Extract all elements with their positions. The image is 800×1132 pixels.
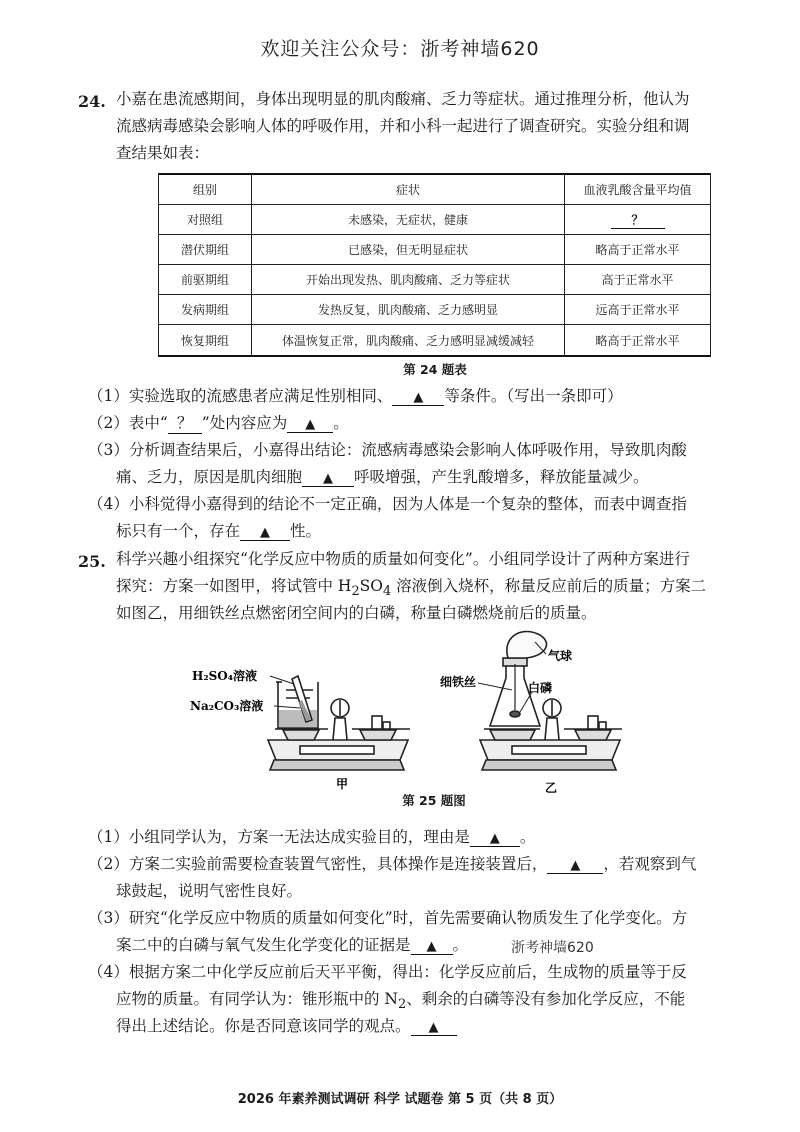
q25-sub4-line3 [116, 1014, 457, 1036]
q24-sub4-text: 性。 [290, 522, 322, 540]
table-cell [565, 205, 711, 235]
q25-sub3-line1: （3）研究“化学反应中物质的质量如何变化”时，首先需要确认物质发生了化学变化。方 [88, 909, 688, 927]
answer-blank [547, 855, 603, 874]
q25-stem-text: 溶液倒入烧杯，称量反应前后的质量；方案二 [391, 577, 707, 595]
table-cell: 开始出现发热、肌肉酸痛、乏力等症状 [252, 265, 565, 295]
label-h2so4: H₂SO₄溶液 [192, 669, 257, 683]
table-header-row [159, 174, 711, 205]
table-cell: 略高于正常水平 [565, 235, 711, 265]
q24-stem-line3: 查结果如表： [116, 144, 210, 162]
table-cell: 远高于正常水平 [565, 295, 711, 325]
page-footer: 2026 年素养测试调研 科学 试题卷 第 5 页（共 8 页） [237, 1092, 563, 1107]
balance-jia-icon [268, 676, 410, 770]
q24-sub2-text: （2）表中“ [88, 414, 168, 432]
table-row [159, 205, 711, 235]
q25-sub4-text: 应物的质量。有同学认为：锥形瓶中的 N [116, 990, 398, 1008]
q25-sub4-text: 、剩余的白磷等没有参加化学反应，不能 [406, 990, 686, 1008]
q24-stem-line2: 流感病毒感染会影响人体的呼吸作用，并和小科一起进行了调查研究。实验分组和调 [116, 117, 690, 135]
q25-figure [190, 628, 640, 810]
table-cell: 前驱期组 [159, 265, 252, 295]
q25-sub3-text: 案二中的白磷与氧气发生化学变化的证据是 [116, 936, 411, 954]
q25-sub1-text: （1）小组同学认为，方案一无法达成实验目的，理由是 [88, 828, 470, 846]
q24-sub3-text: 呼吸增强，产生乳酸增多，释放能量减少。 [354, 468, 649, 486]
q25-sub2-line2: 球鼓起，说明气密性良好。 [116, 882, 303, 900]
q25-stem-text: SO [359, 577, 383, 595]
q25-sub2-line1 [88, 852, 696, 874]
triangle-mark-icon: ▲ [260, 525, 271, 540]
triangle-mark-icon: ▲ [489, 831, 500, 846]
table-header-cell: 血液乳酸含量平均值 [565, 174, 711, 205]
table-cell: 体温恢复正常，肌肉酸痛、乏力感明显减缓减轻 [252, 325, 565, 357]
page-header: 欢迎关注公众号：浙考神墙620 [260, 38, 540, 60]
q24-sub4-line2 [116, 519, 321, 541]
q25-sub2-text: ，若观察到气 [603, 855, 697, 873]
answer-blank [392, 387, 444, 406]
table-cell: 潜伏期组 [159, 235, 252, 265]
answer-blank [470, 828, 520, 847]
label-na2co3: Na₂CO₃溶液 [190, 699, 264, 713]
q25-sub4-line2 [116, 987, 685, 1012]
table-cell: 对照组 [159, 205, 252, 235]
triangle-mark-icon: ▲ [305, 417, 316, 432]
answer-blank [411, 936, 453, 955]
table-cell: 恢复期组 [159, 325, 252, 357]
answer-blank [411, 1017, 457, 1036]
watermark-text: 浙考神墙620 [511, 940, 594, 956]
q24-sub1-text: （1）实验选取的流感患者应满足性别相同、 [88, 387, 393, 405]
label-balloon: 气球 [548, 649, 573, 663]
subscript: 2 [398, 997, 407, 1013]
q25-sub2-text: （2）方案二实验前需要检查装置气密性，具体操作是连接装置后， [88, 855, 548, 873]
q24-sub4-line1: （4）小科觉得小嘉得到的结论不一定正确，因为人体是一个复杂的整体，而表中调查指 [88, 495, 687, 513]
table-cell: 未感染，无症状，健康 [252, 205, 565, 235]
triangle-mark-icon: ▲ [428, 1020, 439, 1035]
table-row [159, 295, 711, 325]
table-cell: 已感染，但无明显症状 [252, 235, 565, 265]
table-header-cell: 组别 [159, 174, 252, 205]
q24-sub2-text: 。 [333, 414, 349, 432]
q25-stem-text: 探究：方案一如图甲，将试管中 H [116, 577, 352, 595]
q24-sub1-text: 等条件。（写出一条即可） [444, 387, 623, 405]
triangle-mark-icon: ▲ [323, 471, 334, 486]
q25-stem-line3: 如图乙，用细铁丝点燃密闭空间内的白磷，称量白磷燃烧前后的质量。 [116, 604, 597, 622]
triangle-mark-icon: ▲ [570, 858, 581, 873]
table-row [159, 325, 711, 357]
question-24-number: 24. [78, 92, 106, 111]
label-yi: 乙 [545, 781, 558, 795]
table-row [159, 265, 711, 295]
q24-stem-line1: 小嘉在患流感期间，身体出现明显的肌肉酸痛、乏力等症状。通过推理分析，他认为 [116, 90, 690, 108]
table-blank-cell: ？ [611, 211, 665, 229]
q25-sub1-text: 。 [519, 828, 536, 846]
q25-sub3-text: 。 [452, 936, 469, 954]
subscript: 4 [383, 584, 392, 600]
q24-sub3-line2 [116, 465, 649, 487]
label-iron-wire: 细铁丝 [440, 675, 477, 689]
table-cell: 略高于正常水平 [565, 325, 711, 357]
table-row [159, 235, 711, 265]
table-cell: 发病期组 [159, 295, 252, 325]
table-header-cell: 症状 [252, 174, 565, 205]
table-caption: 第 24 题表 [403, 362, 467, 377]
table-cell: 高于正常水平 [565, 265, 711, 295]
q24-table [158, 173, 711, 357]
answer-blank: ？ [168, 411, 202, 434]
q25-sub1 [88, 825, 535, 847]
answer-blank [302, 468, 354, 487]
q24-sub2-text: ”处内容应为 [201, 414, 288, 432]
figure-caption: 第 25 题图 [402, 793, 466, 808]
q24-sub3-text: 痛、乏力，原因是肌肉细胞 [116, 468, 303, 486]
q24-sub3-line1: （3）分析调查结果后，小嘉得出结论：流感病毒感染会影响人体呼吸作用，导致肌肉酸 [88, 441, 687, 459]
subscript: 2 [351, 584, 360, 600]
q25-stem-line1: 科学兴趣小组探究“化学反应中物质的质量如何变化”。小组同学设计了两种方案进行 [116, 550, 690, 568]
q25-sub3-line2 [116, 933, 468, 955]
q24-sub2 [88, 411, 349, 434]
table-cell: 发热反复，肌肉酸痛、乏力感明显 [252, 295, 565, 325]
answer-blank [240, 522, 290, 541]
answer-blank [287, 414, 333, 433]
label-jia: 甲 [336, 777, 349, 791]
question-25-number: 25. [78, 552, 106, 571]
triangle-mark-icon: ▲ [413, 390, 424, 405]
q25-sub4-line1: （4）根据方案二中化学反应前后天平平衡，得出：化学反应前后，生成物的质量等于反 [88, 963, 687, 981]
q24-sub1 [88, 384, 623, 406]
q25-sub4-text: 得出上述结论。你是否同意该同学的观点。 [116, 1017, 411, 1035]
label-white-phosphorus: 白磷 [528, 681, 553, 695]
q24-sub4-text: 标只有一个，存在 [116, 522, 241, 540]
triangle-mark-icon: ▲ [426, 939, 437, 954]
